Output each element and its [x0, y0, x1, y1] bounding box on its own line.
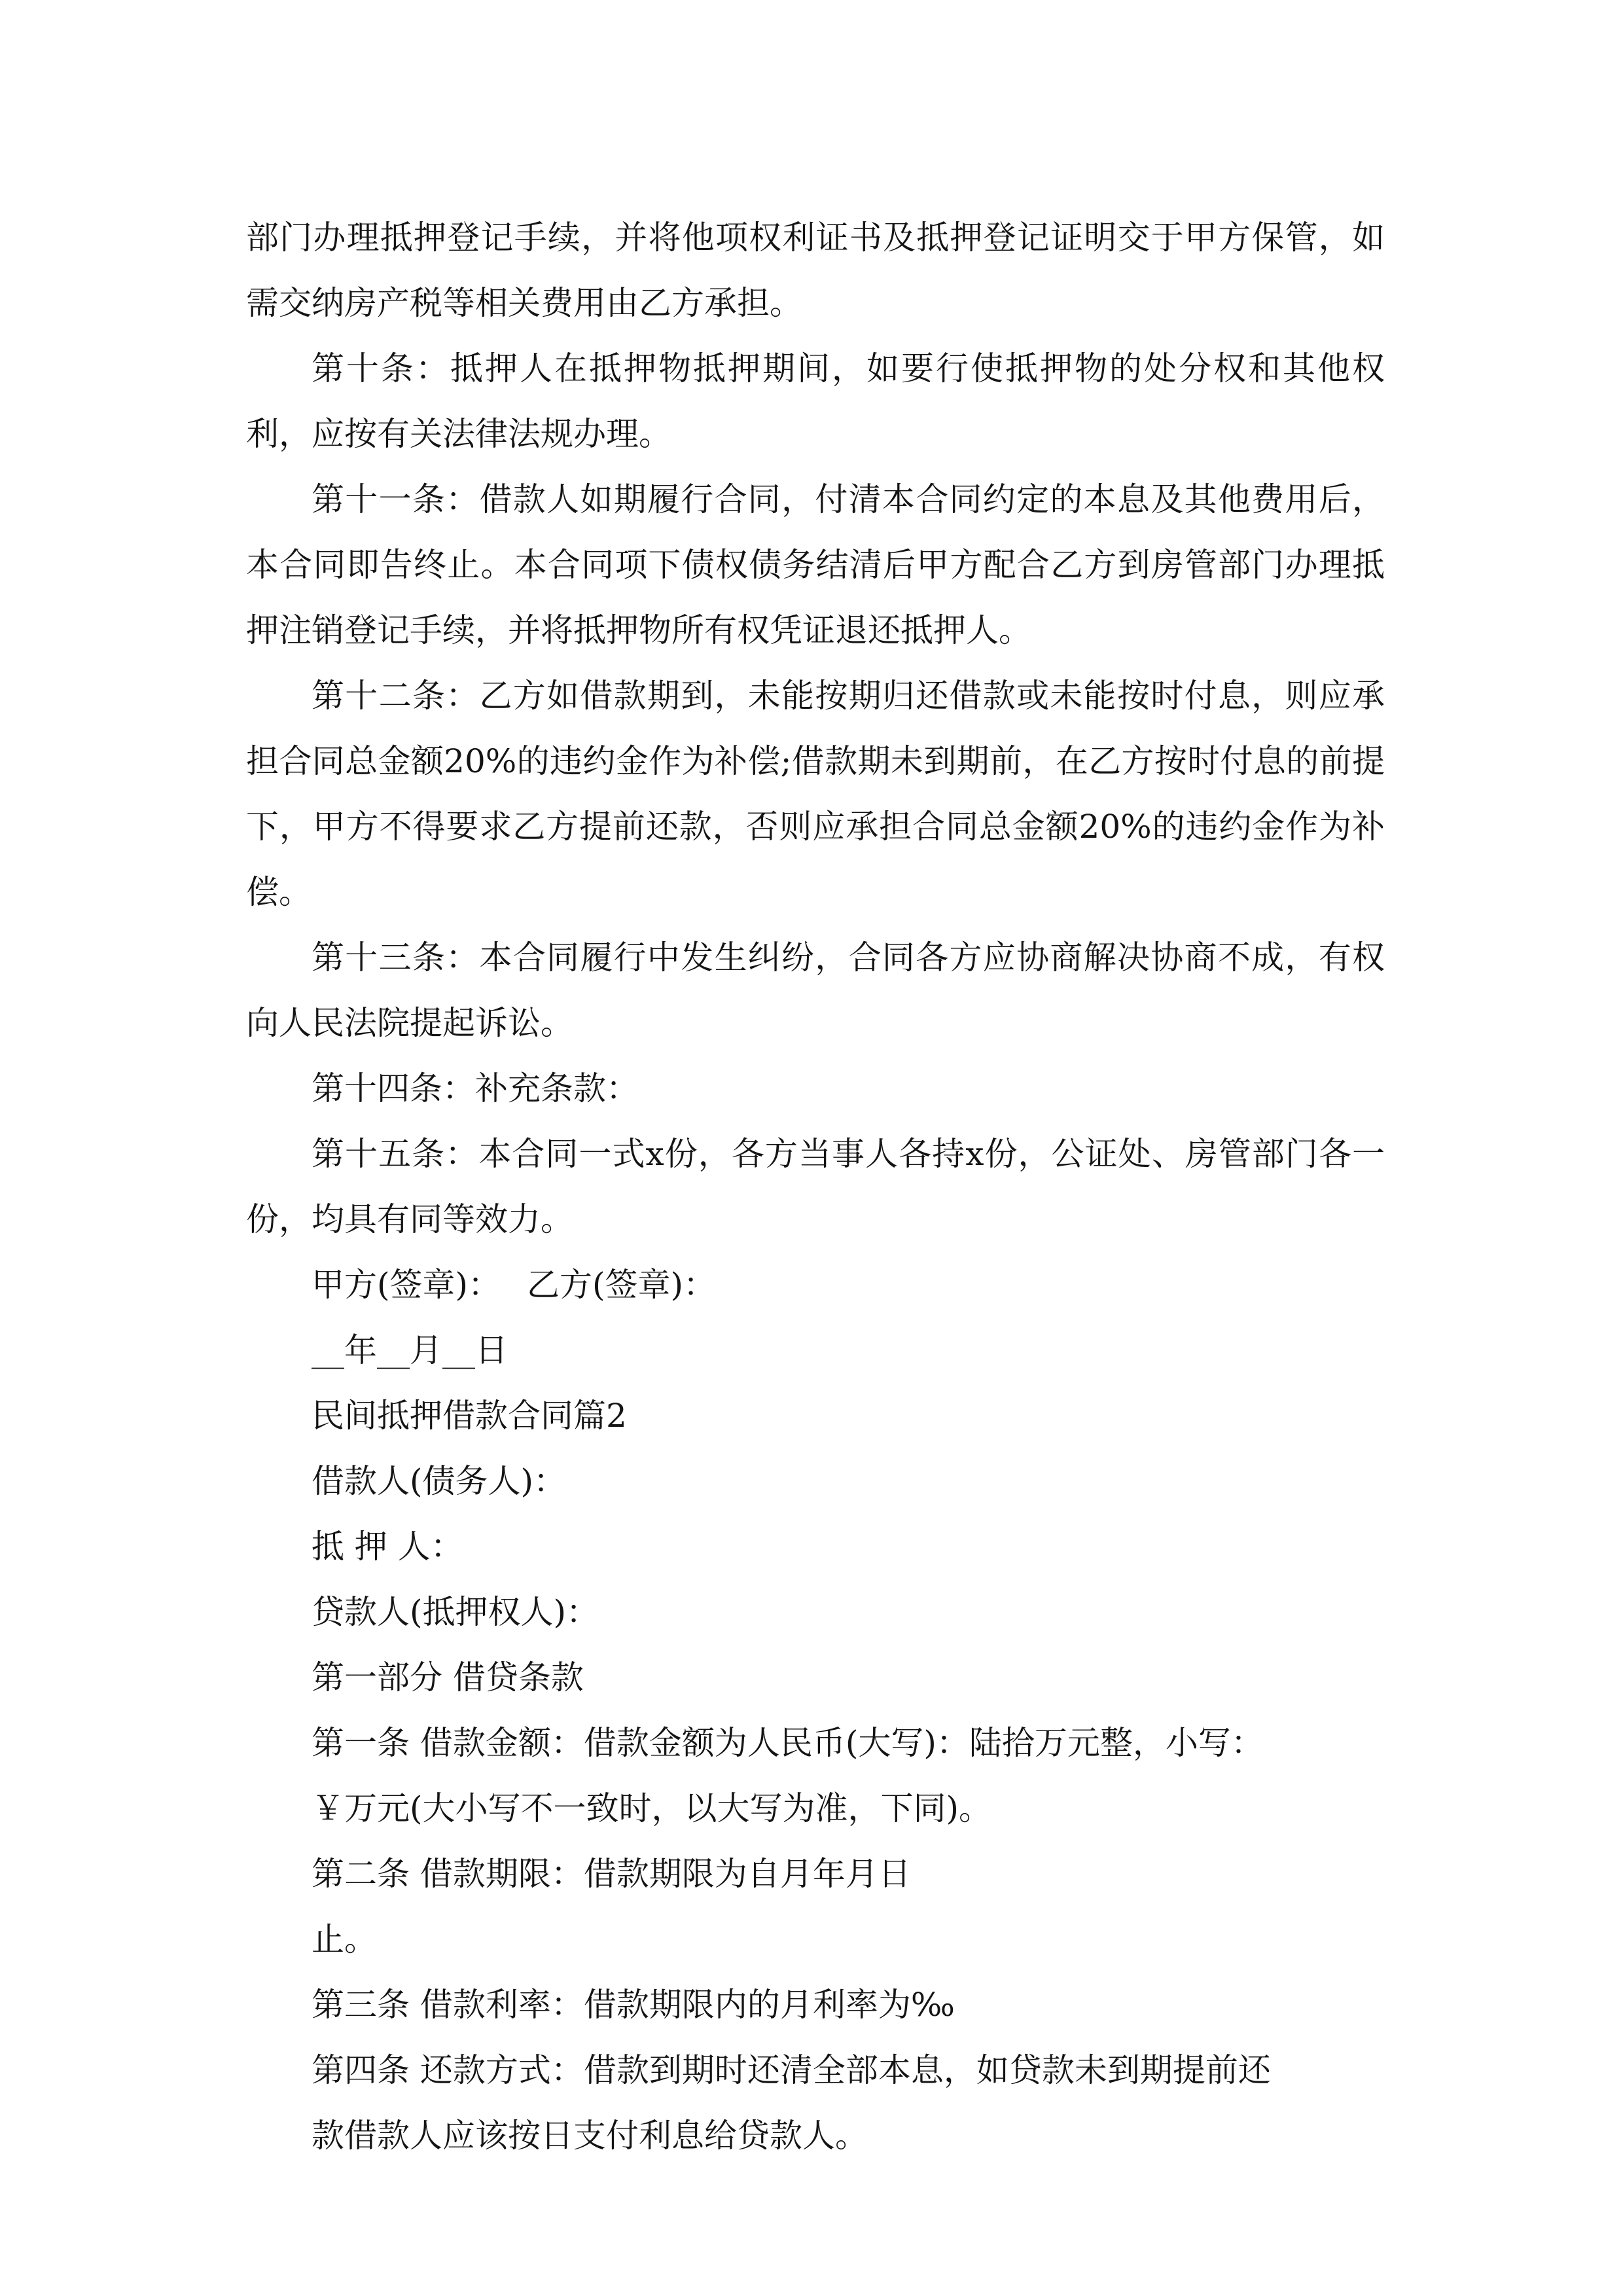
article-12: 第十二条：乙方如借款期到，未能按期归还借款或未能按时付息，则应承担合同总金额20%的违约金作为补偿;借款期未到期前，在乙方按时付息的前提下，甲方不得要求乙方提前还款，否则应承担合同总金额20%的违约金作为补偿。	[246, 677, 1385, 911]
borrower-line: 借款人(债务人)：	[312, 1462, 567, 1500]
article-11: 第十一条：借款人如期履行合同，付清本合同约定的本息及其他费用后，本合同即告终止。本合同项下债权债务结清后甲方配合乙方到房管部门办理抵押注销登记手续，并将抵押物所有权凭证退还抵押人。	[246, 480, 1385, 649]
article-2-line-2: 止。	[312, 1920, 377, 1958]
article-15: 第十五条：本合同一式x份，各方当事人各持x份，公证处、房管部门各一份，均具有同等效力。	[246, 1135, 1385, 1238]
signature-line	[246, 1252, 1385, 1318]
article-3: 第三条 借款利率：借款期限内的月利率为‰	[312, 1986, 955, 2024]
article-14: 第十四条：补充条款：	[312, 1069, 639, 1107]
party-b-signature: 乙方(签章)：	[527, 1266, 717, 1304]
document-body	[246, 205, 1385, 2168]
paragraph-continuation: 部门办理抵押登记手续，并将他项权利证书及抵押登记证明交于甲方保管，如需交纳房产税等相关费用由乙方承担。	[246, 219, 1385, 322]
article-13: 第十三条：本合同履行中发生纠纷，合同各方应协商解决协商不成，有权向人民法院提起诉讼。	[246, 939, 1385, 1042]
part-one-title: 第一部分 借贷条款	[312, 1659, 584, 1696]
article-4-line-1: 第四条 还款方式：借款到期时还清全部本息，如贷款未到期提前还	[312, 2051, 1271, 2089]
date-line: __年__月__日	[312, 1331, 508, 1369]
section-title: 民间抵押借款合同篇2	[312, 1397, 627, 1435]
mortgagor-line: 抵 押 人：	[312, 1528, 463, 1566]
article-1-line-1: 第一条 借款金额：借款金额为人民币(大写)：陆拾万元整，小写：	[312, 1724, 1264, 1762]
lender-line: 贷款人(抵押权人)：	[312, 1593, 599, 1631]
article-4-line-2: 款借款人应该按日支付利息给贷款人。	[312, 2117, 868, 2155]
article-1-line-2: ￥万元(大小写不一致时，以大写为准，下同)。	[312, 1789, 992, 1827]
article-2-line-1: 第二条 借款期限：借款期限为自月年月日	[312, 1855, 911, 1893]
party-a-signature: 甲方(签章)：	[312, 1266, 501, 1304]
article-10: 第十条：抵押人在抵押物抵押期间，如要行使抵押物的处分权和其他权利，应按有关法律法规办理。	[246, 350, 1385, 453]
